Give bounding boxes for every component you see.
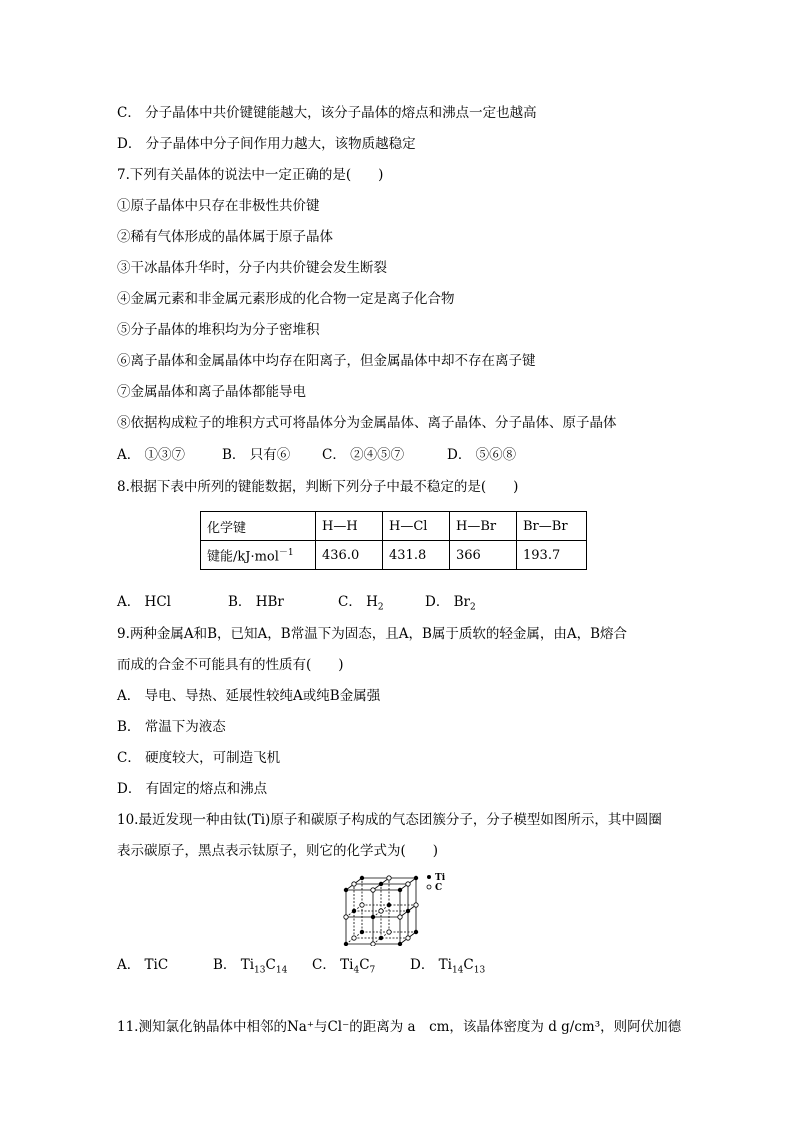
q10-option-a: A． TiC — [117, 957, 169, 973]
q8-option-d: D． $Br_2$ — [425, 594, 476, 613]
question-7-statement-4: ④金属元素和非金属元素形成的化合物一定是离子化合物 — [117, 291, 455, 307]
table-header-row — [201, 512, 587, 541]
ti-atom — [344, 942, 348, 946]
table-header-cell: 化学键 — [201, 512, 316, 541]
ti-atom — [360, 930, 364, 934]
c-atom — [379, 909, 383, 913]
question-7-statement-1: ①原子晶体中只存在非极性共价键 — [117, 198, 320, 214]
question-10-options — [117, 956, 485, 980]
ti-atom — [414, 930, 418, 934]
q10-option-d: D． $Ti_{14}C_{13}$ — [410, 957, 486, 976]
table-cell: 193.7 — [517, 541, 587, 570]
c-atom — [414, 903, 418, 907]
c-atom — [406, 936, 410, 940]
q7-option-c: C． ②④⑤⑦ — [322, 447, 405, 463]
question-7-statement-6: ⑥离子晶体和金属晶体中均存在阳离子，但金属晶体中却不存在离子键 — [117, 353, 536, 369]
question-9-option-b: B． 常温下为液态 — [117, 719, 226, 735]
legend-ti-dot — [427, 875, 431, 879]
q8-option-b: B． HBr — [228, 594, 284, 610]
table-header-cell: H—H — [316, 512, 383, 541]
question-9-option-c: C． 硬度较大，可制造飞机 — [117, 750, 281, 766]
table-header-cell: H—Cl — [383, 512, 450, 541]
c-atom — [352, 882, 356, 886]
ti-atom — [360, 876, 364, 880]
question-9-stem-line-2: 而成的合金不可能具有的性质有( ) — [117, 657, 344, 673]
question-11-stem: 11.测知氯化钠晶体中相邻的Na⁺与Cl⁻的距离为 a cm，该晶体密度为 d g/cm³，则阿伏加德 — [117, 1019, 682, 1035]
legend-c-circle — [427, 885, 431, 889]
ti-atom — [406, 909, 410, 913]
question-7-statement-5: ⑤分子晶体的堆积均为分子密堆积 — [117, 322, 320, 338]
c-atom — [398, 915, 402, 919]
table-row-label: 键能/kJ·mol$^{-1}$ — [201, 541, 316, 570]
table-cell: 366 — [450, 541, 517, 570]
table-cell: 431.8 — [383, 541, 450, 570]
question-9-option-d: D． 有固定的熔点和沸点 — [117, 781, 268, 797]
legend-c-label: C — [435, 883, 443, 893]
ti-atom — [398, 888, 402, 892]
question-7-statement-3: ③干冰晶体升华时，分子内共价键会发生断裂 — [117, 260, 387, 276]
q8-option-c: C． $H_2$ — [338, 594, 384, 613]
question-9-stem-line-1: 9.两种金属A和B，已知A，B常温下为固态，且A，B属于质软的轻金属，由A，B熔合 — [117, 626, 628, 642]
question-7-statement-2: ②稀有气体形成的晶体属于原子晶体 — [117, 229, 333, 245]
c-atom — [406, 882, 410, 886]
ti-atom — [379, 936, 383, 940]
question-7-options — [117, 446, 516, 464]
question-10-stem-line-1: 10.最近发现一种由钛(Ti)原子和碳原子构成的气态团簇分子，分子模型如图所示，其中圆圈 — [117, 812, 662, 828]
ti-atom — [398, 942, 402, 946]
question-10-stem-line-2: 表示碳原子，黑点表示钛原子，则它的化学式为( ) — [117, 843, 439, 859]
c-atom — [387, 930, 391, 934]
table-row — [201, 541, 587, 570]
q10-option-b: B． $Ti_{13}C_{14}$ — [213, 957, 288, 976]
bond-energy-table — [200, 511, 587, 570]
cube-atoms — [344, 876, 418, 946]
ti-atom — [387, 903, 391, 907]
c-atom — [360, 903, 364, 907]
titanium-carbide-cluster-diagram — [340, 866, 452, 946]
c-atom — [387, 876, 391, 880]
table-header-cell: Br—Br — [517, 512, 587, 541]
question-7-statement-7: ⑦金属晶体和离子晶体都能导电 — [117, 384, 306, 400]
c-atom — [344, 915, 348, 919]
question-6-option-d: D． 分子晶体中分子间作用力越大，该物质越稳定 — [117, 136, 416, 152]
ti-atom — [371, 915, 375, 919]
question-7-stem: 7.下列有关晶体的说法中一定正确的是( ) — [117, 167, 384, 183]
c-atom — [371, 942, 375, 946]
q7-option-d: D． ⑤⑥⑧ — [447, 447, 517, 463]
question-6-option-c: C． 分子晶体中共价键键能越大，该分子晶体的熔点和沸点一定也越高 — [117, 105, 537, 121]
legend-ti-label: Ti — [435, 873, 446, 883]
ti-atom — [344, 888, 348, 892]
ti-atom — [352, 909, 356, 913]
question-8-stem: 8.根据下表中所列的键能数据，判断下列分子中最不稳定的是( ) — [117, 479, 519, 495]
table-cell: 436.0 — [316, 541, 383, 570]
q7-option-a: A． ①③⑦ — [117, 447, 186, 463]
q7-option-b: B． 只有⑥ — [222, 447, 291, 463]
question-7-statement-8: ⑧依据构成粒子的堆积方式可将晶体分为金属晶体、离子晶体、分子晶体、原子晶体 — [117, 415, 617, 431]
c-atom — [352, 936, 356, 940]
c-atom — [371, 888, 375, 892]
table-header-cell: H—Br — [450, 512, 517, 541]
q10-option-c: C． $Ti_4C_7$ — [312, 957, 376, 976]
ti-atom — [379, 882, 383, 886]
question-9-option-a: A． 导电、导热、延展性较纯A或纯B金属强 — [117, 688, 381, 704]
question-8-options — [117, 593, 476, 617]
ti-atom — [414, 876, 418, 880]
q8-option-a: A． HCl — [117, 594, 171, 610]
